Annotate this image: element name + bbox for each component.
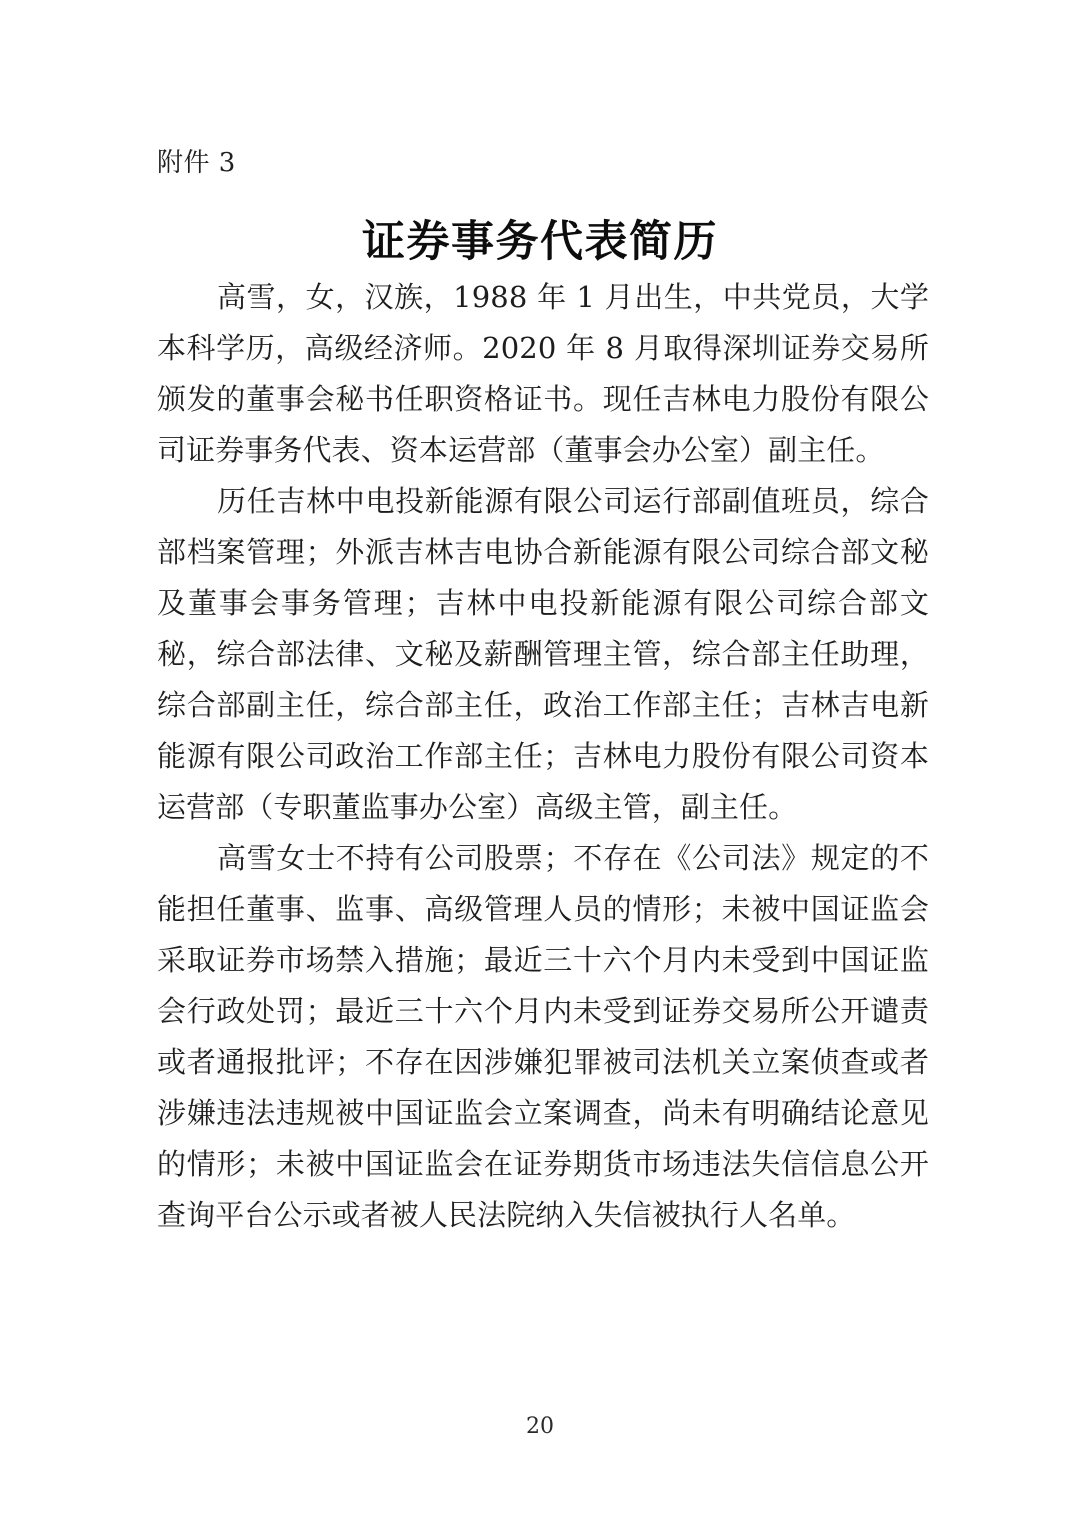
paragraph-work-history: 历任吉林中电投新能源有限公司运行部副值班员，综合部档案管理；外派吉林吉电协合新能源有限公司综合部文秘及董事会事务管理；吉林中电投新能源有限公司综合部文秘，综合部法律、文秘及薪酬管理主管，综合部主任助理，综合部副主任，综合部主任，政治工作部主任；吉林吉电新能源有限公司政治工作部主任；吉林电力股份有限公司资本运营部（专职董监事办公室）高级主管，副主任。 <box>157 484 929 824</box>
paragraph-personal-info: 高雪，女，汉族，1988 年 1 月出生，中共党员，大学本科学历，高级经济师。2020 年 8 月取得深圳证券交易所颁发的董事会秘书任职资格证书。现任吉林电力股份有限公司证券事务代表、资本运营部（董事会办公室）副主任。 <box>157 280 929 467</box>
attachment-label: 附件 3 <box>157 148 236 178</box>
document-body <box>157 272 929 1241</box>
paragraph-compliance-statement: 高雪女士不持有公司股票；不存在《公司法》规定的不能担任董事、监事、高级管理人员的情形；未被中国证监会采取证券市场禁入措施；最近三十六个月内未受到中国证监会行政处罚；最近三十六个月内未受到证券交易所公开谴责或者通报批评；不存在因涉嫌犯罪被司法机关立案侦查或者涉嫌违法违规被中国证监会立案调查，尚未有明确结论意见的情形；未被中国证监会在证券期货市场违法失信信息公开查询平台公示或者被人民法院纳入失信被执行人名单。 <box>157 841 929 1232</box>
page-title: 证券事务代表简历 <box>362 216 718 267</box>
page-number: 20 <box>526 1414 554 1439</box>
